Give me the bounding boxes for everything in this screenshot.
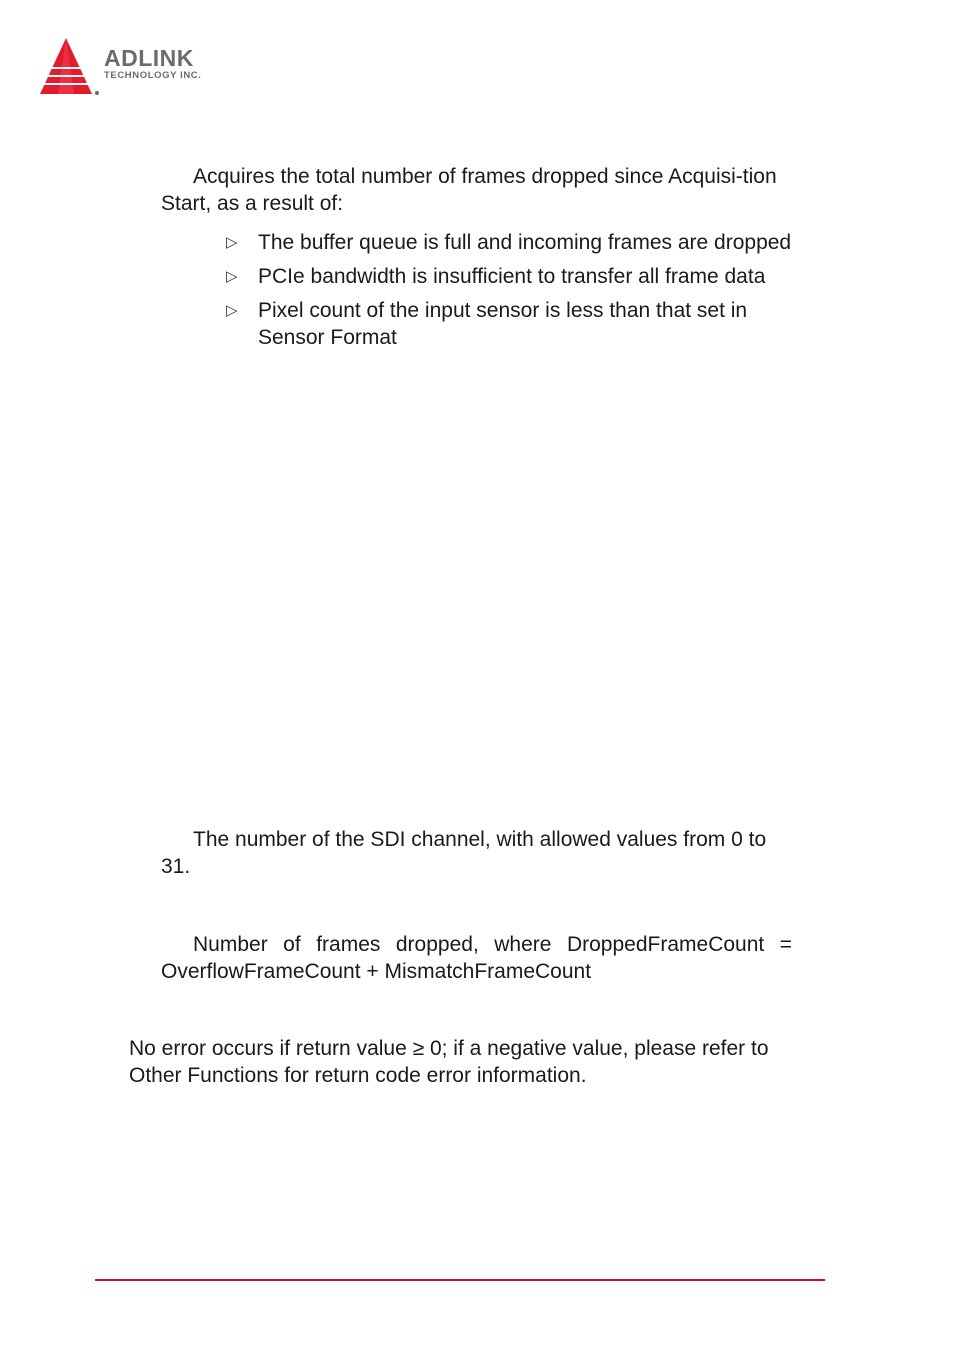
list-item-text: Pixel count of the input sensor is less than that set in Sensor Format <box>258 299 748 349</box>
triangle-bullet-icon: ▷ <box>226 234 238 251</box>
logo-wordmark: ADLINK <box>104 45 194 71</box>
list-item <box>222 263 802 290</box>
logo-subtitle: TECHNOLOGY INC. <box>104 70 202 81</box>
list-item <box>222 297 802 351</box>
channel-parameter-description: The number of the SDI channel, with allowed values from 0 to 31. <box>161 828 767 878</box>
count-parameter-description: Number of frames dropped, where DroppedFrameCount = OverflowFrameCount + MismatchFrameCount <box>161 933 792 983</box>
description-intro: Acquires the total number of frames dropped since Acquisi-tion Start, as a result of: <box>161 165 777 215</box>
list-item-text: The buffer queue is full and incoming frames are dropped <box>258 231 792 254</box>
adlink-triangle-icon <box>38 36 104 98</box>
triangle-bullet-icon: ▷ <box>226 302 238 319</box>
triangle-bullet-icon: ▷ <box>226 268 238 285</box>
list-item <box>222 229 802 256</box>
footer-divider <box>95 1279 825 1281</box>
cause-list <box>222 229 802 358</box>
return-code-description: No error occurs if return value ≥ 0; if a negative value, please refer to Other Functions for return code error information. <box>129 1037 769 1087</box>
list-item-text: PCIe bandwidth is insufficient to transfer all frame data <box>258 265 766 288</box>
